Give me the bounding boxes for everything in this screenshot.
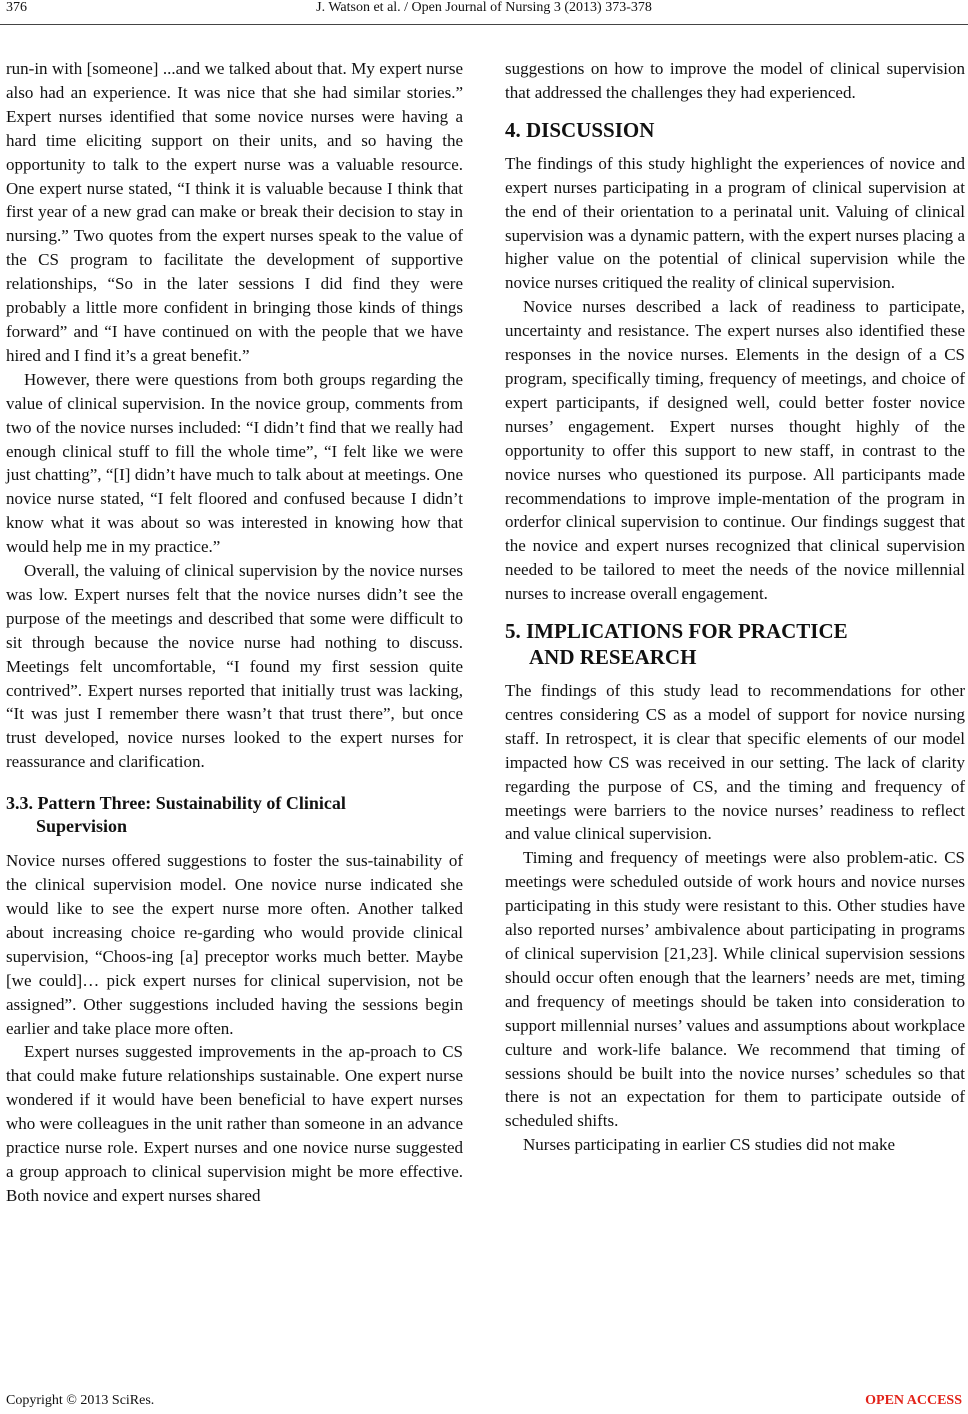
header-divider	[0, 24, 968, 25]
paragraph: Timing and frequency of meetings were also problem-atic. CS meetings were scheduled outside of work hours and novice nurses participating in this study were resistant to this. Other studies have also reported nurses’ ambivalence about participating in programs of clinical supervision [21,23]. While clinical supervision sessions should occur often enough that the learners’ needs are met, timing and frequency of meetings should be taken into consideration to support millennial nurses’ values and assumptions about workplace culture and work-life balance. We recommend that timing of sessions should be built into the novice nurses’ schedules so that there is not an expectation for them to participate outside of scheduled shifts.	[505, 848, 965, 1131]
paragraph: The findings of this study highlight the experiences of novice and expert nurses participating in a program of clinical supervision at the end of their orientation to a perinatal unit. Valuing of clinical supervision was a dynamic pattern, with the expert nurses placing a higher value on the potential of clinical supervision while the novice nurses critiqued the reality of clinical supervision.	[505, 153, 965, 293]
paragraph: The findings of this study lead to recommendations for other centres considering CS as a model of support for novice nursing staff. In retrospect, it is clear that specific elements of our model impacted how CS was received in our setting. The lack of clarity regarding the purpose of CS, and the timing and frequency of meetings were barriers to the novice nurses’ readiness to reflect and value clinical supervision.	[505, 681, 965, 844]
section-heading-discussion: 4. DISCUSSION	[505, 117, 655, 142]
running-header: J. Watson et al. / Open Journal of Nursing 3 (2013) 373-378	[316, 0, 652, 15]
heading-line: 3.3. Pattern Three: Sustainability of Clinical	[6, 793, 346, 814]
paragraph: Novice nurses described a lack of readiness to participate, uncertainty and resistance. The expert nurses also identified these responses in the novice nurses. Elements in the design of a CS program, specifically timing, frequency of meetings, and choice of expert participants, if designed well, could better foster novice nurses’ engagement. Expert nurses thought highly of the opportunity to offer this support to new staff, in contrast to the novice nurses who questioned its purpose. All participants made recommendations to improve imple-mentation of the program in orderfor clinical supervision to continue. Our findings suggest that the novice and expert nurses recognized that clinical supervision needed to be tailored to meet the needs of the novice millennial nurses to increase overall engagement.	[505, 297, 965, 604]
heading-line: AND RESEARCH	[529, 645, 697, 670]
paragraph: Expert nurses suggested improvements in the ap-proach to CS that could make future relationships sustainable. One expert nurse wondered if it would have been beneficial to have expert nurses who were colleagues in the unit rather than someone in an advance practice nurse role. Expert nurses and one novice nurse suggested a group approach to clinical supervision might be more effective. Both novice and expert nurses shared	[6, 1042, 463, 1205]
right-column	[505, 57, 965, 1157]
heading-line: 5. IMPLICATIONS FOR PRACTICE	[505, 619, 848, 644]
paragraph: However, there were questions from both groups regarding the value of clinical supervision. In the novice group, comments from two of the novice nurses included: “I didn’t find that we really had enough clinical stuff to fill the whole time”, “I felt like we were just chatting”, “[I] didn’t have much to talk about at meetings. One novice nurse stated, “I felt floored and confused because I didn’t know what it was about so was interested in knowing how that would help me in my practice.”	[6, 369, 463, 557]
section-heading-3-3	[6, 792, 463, 838]
paragraph: Novice nurses offered suggestions to foster the sus-tainability of the clinical supervision model. One novice nurse indicated she would like to see the expert nurse more often. Another talked about increasing choice re-garding who would provide clinical supervision, “Choos-ing [a] preceptor works much better. Maybe [we could]… pick expert nurses for clinical supervision, not be assigned”. Other suggestions included having the sessions begin earlier and take place more often.	[6, 851, 463, 1038]
left-column	[6, 57, 463, 1208]
heading-line: Supervision	[36, 816, 128, 837]
section-heading-implications	[505, 618, 965, 670]
page-number: 376	[6, 0, 27, 15]
paragraph: suggestions on how to improve the model of clinical supervision that addressed the challenges they had experienced.	[505, 59, 965, 102]
paragraph: Nurses participating in earlier CS studies did not make	[523, 1135, 896, 1155]
open-access-label: OPEN ACCESS	[865, 1393, 962, 1408]
paragraph: Overall, the valuing of clinical supervision by the novice nurses was low. Expert nurses felt that the novice nurses didn’t see the purpose of the meetings and described that some were difficult to sit through because the novice nurse had nothing to discuss. Meetings felt uncomfortable, “I found my first session quite contrived”. Expert nurses reported that initially trust was lacking, “It was just I remember there wasn’t that trust there”, but once trust developed, novice nurses looked to the expert nurses for reassurance and clarification.	[6, 561, 463, 772]
paragraph: run-in with [someone] ...and we talked about that. My expert nurse also had an experience. It was nice that she had similar stories.” Expert nurses identified that some novice nurses were having a hard time eliciting support on their units, and so having the opportunity to talk to the expert nurse was a valuable resource. One expert nurse stated, “I think it is valuable because I think that first year of a new grad can make or break their decision to stay in nursing.” Two quotes from the expert nurses speak to the value of the CS program to facilitate the development of supportive relationships, “So in the later sessions I did find they were probably a little more confident in bringing those kinds of things forward” and “I have continued on with the people that we have hired and I find it’s a great benefit.”	[6, 59, 463, 365]
footer-copyright: Copyright © 2013 SciRes.	[6, 1393, 155, 1408]
